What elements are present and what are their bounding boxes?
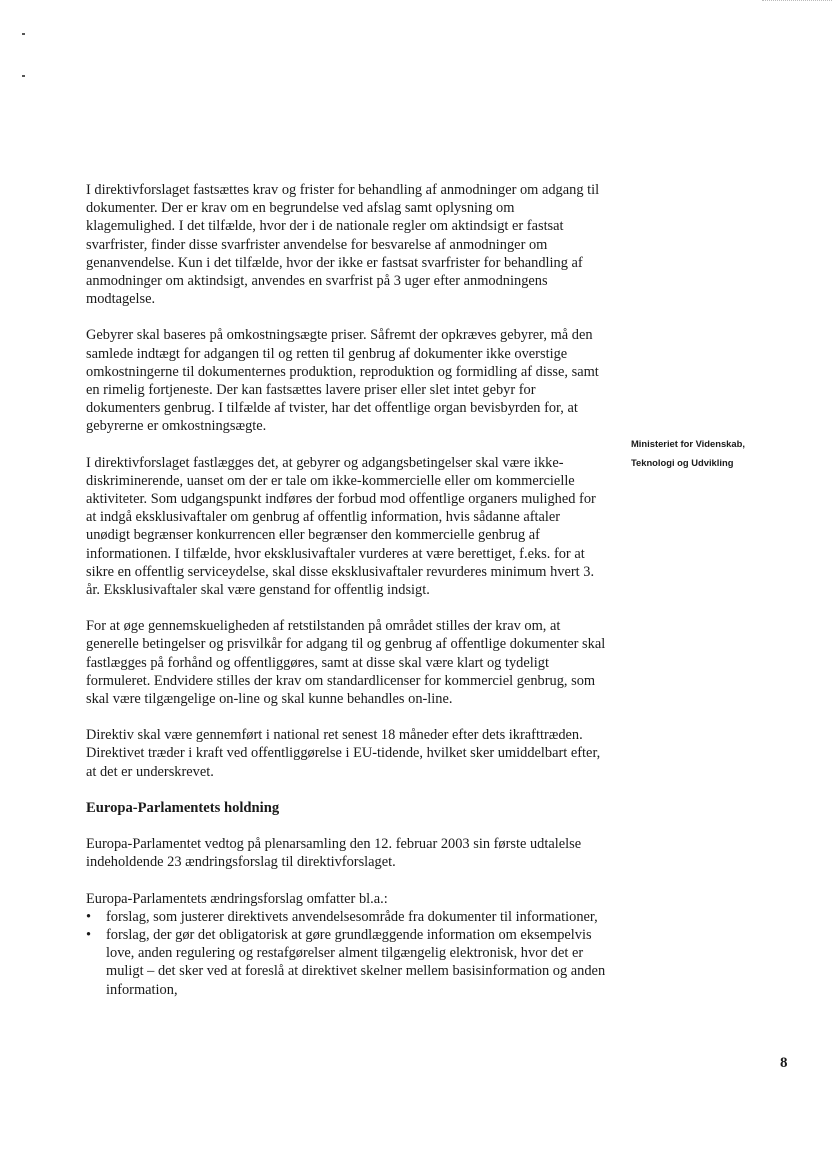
section-heading: Europa-Parlamentets holdning — [86, 799, 280, 816]
ministry-name-line-1: Ministeriet for Videnskab, — [631, 438, 745, 449]
list-intro: Europa-Parlamentets ændringsforslag omfatter bl.a.: — [86, 890, 388, 907]
paragraph-fees: Gebyrer skal baseres på omkostningsægte priser. Såfremt der opkræves gebyrer, må den samlede indtægt for adgangen til og retten til genbrug af dokumenter ikke overstige omkostningerne til dokumenternes produktion, reproduktion og formidling af disse, samt en rimelig fortjeneste. Der kan fastsættes lavere priser eller slet intet gebyr for dokumenters genbrug. I tilfælde af tvister, har det offentlige organ bevisbyrden for, at gebyrerne er omkostningsægte. — [86, 327, 599, 435]
paragraph-parliament: Europa-Parlamentet vedtog på plenarsamling den 12. februar 2003 sin første udtalelse indeholdende 23 ændringsforslag til direktivforslaget. — [86, 836, 582, 871]
amendments-list — [86, 908, 606, 999]
paragraph-non-discrimination: I direktivforslaget fastlægges det, at gebyrer og adgangsbetingelser skal være ikke-diskriminerende, uanset om der er tale om ikke-kommercielle eller om kommercielle aktiviteter. Som udgangspunkt indføres der forbud mod offentlige organers mulighed for at indgå eksklusivaftaler om genbrug af offentlig information, hvis sådanne aftaler unødigt begrænser konkurrencen eller begrænser den kommercielle genbrug af informationen. I tilfælde, hvor eksklusivaftaler vurderes at være berettiget, f.eks. for at sikre en offentlig serviceydelse, skal disse eksklusivaftaler revurderes minimum hvert 3. år. Eksklusivaftaler skal være genstand for offentlig indsigt. — [86, 454, 596, 599]
document-body — [86, 181, 606, 999]
ministry-sidebar-label — [631, 435, 821, 472]
scan-top-edge — [762, 0, 832, 2]
paragraph-implementation: Direktiv skal være gennemført i national ret senest 18 måneder efter dets ikrafttræden. Direktivet træder i kraft ved offentliggørelse i EU-tidende, hvilket sker umiddelbart efter, at det er underskrevet. — [86, 727, 601, 780]
ministry-name-line-2: Teknologi og Udvikling — [631, 456, 734, 468]
paragraph-transparency: For at øge gennemskueligheden af retstilstanden på området stilles der krav om, at generelle betingelser og prisvilkår for adgang til og genbrug af offentlige dokumenter skal fastlægges på forhånd og offentliggøres, samt at disse skal være klart og tydeligt formuleret. Endvidere stilles der krav om standardlicenser for kommerciel genbrug, som skal være tilgængelige on-line og skal kunne behandles on-line. — [86, 618, 606, 708]
paragraph-deadlines: I direktivforslaget fastsættes krav og frister for behandling af anmodninger om adgang til dokumenter. Der er krav om en begrundelse ved afslag samt oplysning om klagemulighed. I det tilfælde, hvor der i de nationale regler om aktindsigt er fastsat svarfrister, finder disse svarfrister anvendelse for besvarelse af anmodninger om genanvendelse. Kun i det tilfælde, hvor der ikke er fastsat svarfrister for behandling af anmodninger om aktindsigt, anvendes en svarfrist på 3 uger efter anmodningens modtagelse. — [86, 182, 600, 308]
page-number: 8 — [780, 1055, 788, 1071]
scan-mark — [22, 33, 25, 35]
list-item: • forslag, som justerer direktivets anvendelsesområde fra dokumenter til informationer, — [86, 908, 606, 926]
list-item: • forslag, der gør det obligatorisk at gøre grundlæggende information om eksempelvis love, anden regulering og restafgørelser alment tilgængelig elektronisk, hvor det er muligt – det sker ved at foreslå at direktivet skelner mellem basisinformation og anden information, — [86, 926, 606, 999]
scan-mark — [22, 75, 25, 77]
